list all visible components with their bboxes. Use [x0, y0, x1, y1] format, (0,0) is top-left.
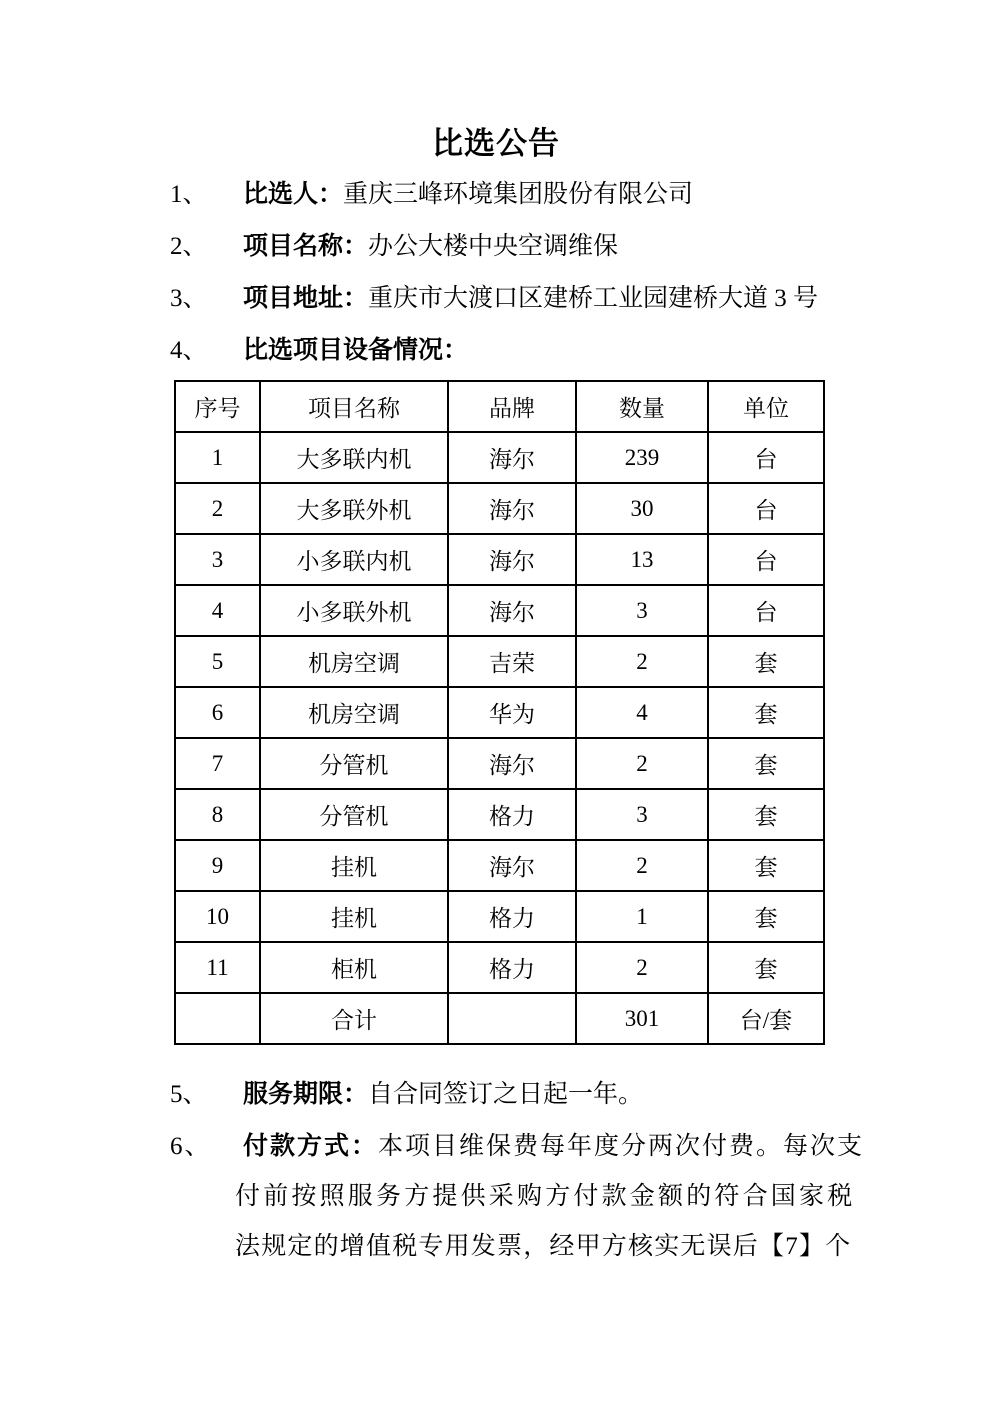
header-cell: 项目名称 — [260, 381, 448, 432]
header-cell: 数量 — [576, 381, 708, 432]
item-5-number: 5、 — [170, 1081, 208, 1108]
table-cell: 2 — [576, 942, 708, 993]
page-title: 比选公告 — [432, 126, 560, 161]
table-cell: 30 — [576, 483, 708, 534]
table-cell — [448, 993, 576, 1044]
table-cell: 合计 — [260, 993, 448, 1044]
table-cell: 239 — [576, 432, 708, 483]
item-2-value: 办公大楼中央空调维保 — [368, 233, 619, 260]
item-6-line-1: 本项目维保费每年度分两次付费。每次支 — [378, 1133, 865, 1160]
table-cell: 台 — [708, 483, 824, 534]
table-cell: 2 — [175, 483, 260, 534]
table-cell: 华为 — [448, 687, 576, 738]
item-5-label: 服务期限： — [243, 1081, 369, 1108]
table-cell: 海尔 — [448, 585, 576, 636]
table-cell: 3 — [175, 534, 260, 585]
table-cell: 大多联内机 — [260, 432, 448, 483]
table-cell: 格力 — [448, 942, 576, 993]
table-cell: 9 — [175, 840, 260, 891]
table-cell: 2 — [576, 738, 708, 789]
item-6-label: 付款方式： — [243, 1133, 379, 1160]
table-header-row — [175, 381, 824, 432]
table-cell: 10 — [175, 891, 260, 942]
item-6-number: 6、 — [170, 1133, 212, 1160]
item-1-value: 重庆三峰环境集团股份有限公司 — [343, 181, 694, 208]
item-4-number: 4、 — [170, 337, 208, 364]
table-cell: 格力 — [448, 891, 576, 942]
table-cell: 13 — [576, 534, 708, 585]
item-5-value: 自合同签订之日起一年。 — [368, 1081, 644, 1108]
header-cell: 品牌 — [448, 381, 576, 432]
table-cell: 6 — [175, 687, 260, 738]
list-item-5 — [170, 1080, 643, 1110]
list-item-6 — [170, 1132, 864, 1162]
item-2-label: 项目名称： — [243, 233, 369, 260]
table-cell: 套 — [708, 636, 824, 687]
table-cell: 3 — [576, 585, 708, 636]
table-cell: 8 — [175, 789, 260, 840]
header-cell: 单位 — [708, 381, 824, 432]
table-cell: 海尔 — [448, 483, 576, 534]
table-row — [175, 687, 824, 738]
item-3-value: 重庆市大渡口区建桥工业园建桥大道 3 号 — [368, 285, 819, 312]
table-row — [175, 585, 824, 636]
table-cell: 海尔 — [448, 840, 576, 891]
item-6-line-2: 付前按照服务方提供采购方付款金额的符合国家税 — [235, 1183, 856, 1210]
item-3-number: 3、 — [170, 285, 208, 312]
table-row — [175, 942, 824, 993]
table-cell: 1 — [175, 432, 260, 483]
table-cell: 套 — [708, 840, 824, 891]
item-3-label: 项目地址： — [243, 285, 369, 312]
table-cell: 机房空调 — [260, 636, 448, 687]
table-cell: 4 — [576, 687, 708, 738]
header-cell: 序号 — [175, 381, 260, 432]
table-cell: 吉荣 — [448, 636, 576, 687]
list-item-4 — [170, 336, 468, 366]
table-cell: 分管机 — [260, 789, 448, 840]
list-item-1 — [170, 180, 693, 210]
table-cell: 套 — [708, 891, 824, 942]
table-cell: 挂机 — [260, 891, 448, 942]
table-cell: 小多联内机 — [260, 534, 448, 585]
table-cell: 海尔 — [448, 738, 576, 789]
list-item-3 — [170, 284, 818, 314]
table-row — [175, 993, 824, 1044]
table-cell: 海尔 — [448, 432, 576, 483]
table-cell: 台 — [708, 534, 824, 585]
table-cell: 2 — [576, 636, 708, 687]
table-cell: 机房空调 — [260, 687, 448, 738]
table-cell: 2 — [576, 840, 708, 891]
item-6-line-3: 法规定的增值税专用发票，经甲方核实无误后【7】个 — [235, 1233, 852, 1260]
table-cell: 4 — [175, 585, 260, 636]
table-cell: 11 — [175, 942, 260, 993]
table-row — [175, 432, 824, 483]
table-row — [175, 534, 824, 585]
item-1-label: 比选人： — [243, 181, 344, 208]
table-cell — [175, 993, 260, 1044]
table-cell: 3 — [576, 789, 708, 840]
list-item-2 — [170, 232, 618, 262]
table-cell: 小多联外机 — [260, 585, 448, 636]
table-cell: 台 — [708, 432, 824, 483]
table-row — [175, 891, 824, 942]
table-cell: 套 — [708, 687, 824, 738]
table-cell: 5 — [175, 636, 260, 687]
table-cell: 套 — [708, 789, 824, 840]
table-cell: 柜机 — [260, 942, 448, 993]
table-cell: 大多联外机 — [260, 483, 448, 534]
table-cell: 海尔 — [448, 534, 576, 585]
table-row — [175, 840, 824, 891]
table-cell: 套 — [708, 738, 824, 789]
table-cell: 台 — [708, 585, 824, 636]
table-row — [175, 738, 824, 789]
item-4-label: 比选项目设备情况： — [243, 337, 469, 364]
table-row — [175, 483, 824, 534]
table-cell: 1 — [576, 891, 708, 942]
table-cell: 台/套 — [708, 993, 824, 1044]
table-cell: 分管机 — [260, 738, 448, 789]
table-cell: 挂机 — [260, 840, 448, 891]
table-cell: 格力 — [448, 789, 576, 840]
item-1-number: 1、 — [170, 181, 208, 208]
equipment-table — [174, 380, 825, 1045]
table-cell: 301 — [576, 993, 708, 1044]
item-2-number: 2、 — [170, 233, 208, 260]
table-row — [175, 636, 824, 687]
table-cell: 套 — [708, 942, 824, 993]
table-cell: 7 — [175, 738, 260, 789]
table-row — [175, 789, 824, 840]
